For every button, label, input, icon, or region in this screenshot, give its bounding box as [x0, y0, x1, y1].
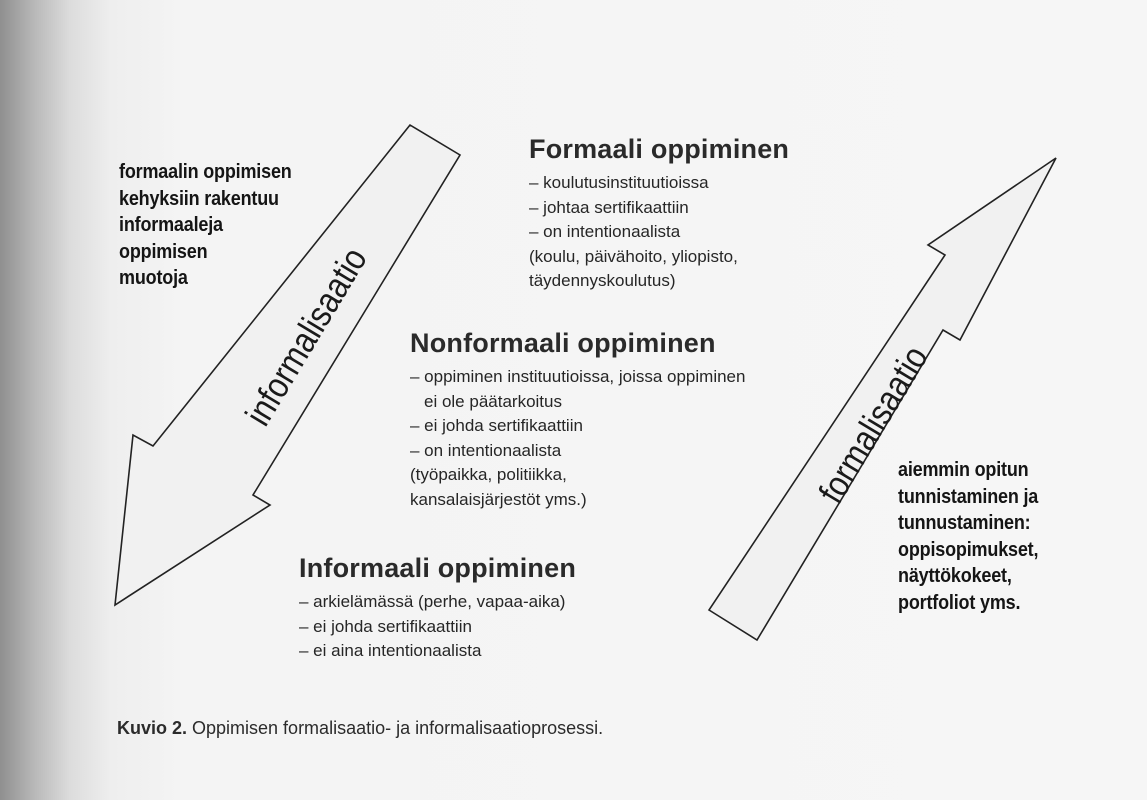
informal-item: – ei aina intentionaalista	[299, 641, 482, 660]
left-note-line: informaaleja	[119, 214, 223, 237]
nonformal-item: kansalaisjärjestöt yms.)	[410, 489, 587, 509]
figure-caption-text: Oppimisen formalisaatio- ja informalisaatioprosessi.	[187, 718, 604, 738]
left-note-line: oppimisen	[119, 240, 208, 263]
left-note-line: formaalin oppimisen	[119, 161, 292, 183]
right-note	[898, 457, 1038, 617]
left-note	[119, 159, 292, 292]
informal-learning-title: Informaali oppiminen	[299, 553, 577, 583]
formal-item: (koulu, päivähoito, yliopisto,	[529, 246, 738, 266]
formal-learning-title: Formaali oppiminen	[529, 134, 790, 164]
right-note-line: näyttökokeet,	[898, 565, 1012, 588]
figure-caption	[117, 718, 603, 739]
left-note-line: muotoja	[119, 267, 188, 290]
right-note-line: tunnistaminen ja	[898, 485, 1039, 508]
nonformal-item: – oppiminen instituutioissa, joissa oppiminen	[410, 367, 746, 386]
nonformal-item: – ei johda sertifikaattiin	[410, 416, 583, 435]
formalisaatio-arrow-label: formalisaatio	[811, 339, 937, 511]
right-note-line: aiemmin opitun	[898, 459, 1029, 481]
informal-item: – arkielämässä (perhe, vapaa-aika)	[299, 592, 566, 611]
right-note-line: tunnustaminen:	[898, 512, 1031, 535]
formal-item: – on intentionaalista	[529, 222, 681, 241]
nonformal-item: ei ole päätarkoitus	[424, 391, 562, 411]
informalisaatio-arrow-label: informalisaatio	[238, 241, 376, 433]
nonformal-item: – on intentionaalista	[410, 440, 562, 460]
figure-caption-label: Kuvio 2.	[117, 718, 188, 738]
informal-learning-block	[299, 553, 576, 664]
formal-item: – koulutusinstituutioissa	[529, 173, 709, 192]
right-note-line: portfoliot yms.	[898, 591, 1021, 614]
formal-learning-block	[529, 134, 789, 294]
left-note-line: kehyksiin rakentuu	[119, 187, 279, 210]
right-note-line: oppisopimukset,	[898, 538, 1039, 561]
informal-item: – ei johda sertifikaattiin	[299, 616, 472, 636]
nonformal-learning-block	[410, 328, 745, 512]
nonformal-learning-title: Nonformaali oppiminen	[410, 328, 716, 358]
formal-item: – johtaa sertifikaattiin	[529, 197, 689, 217]
nonformal-item: (työpaikka, politiikka,	[410, 465, 567, 484]
formal-item: täydennyskoulutus)	[529, 271, 676, 290]
